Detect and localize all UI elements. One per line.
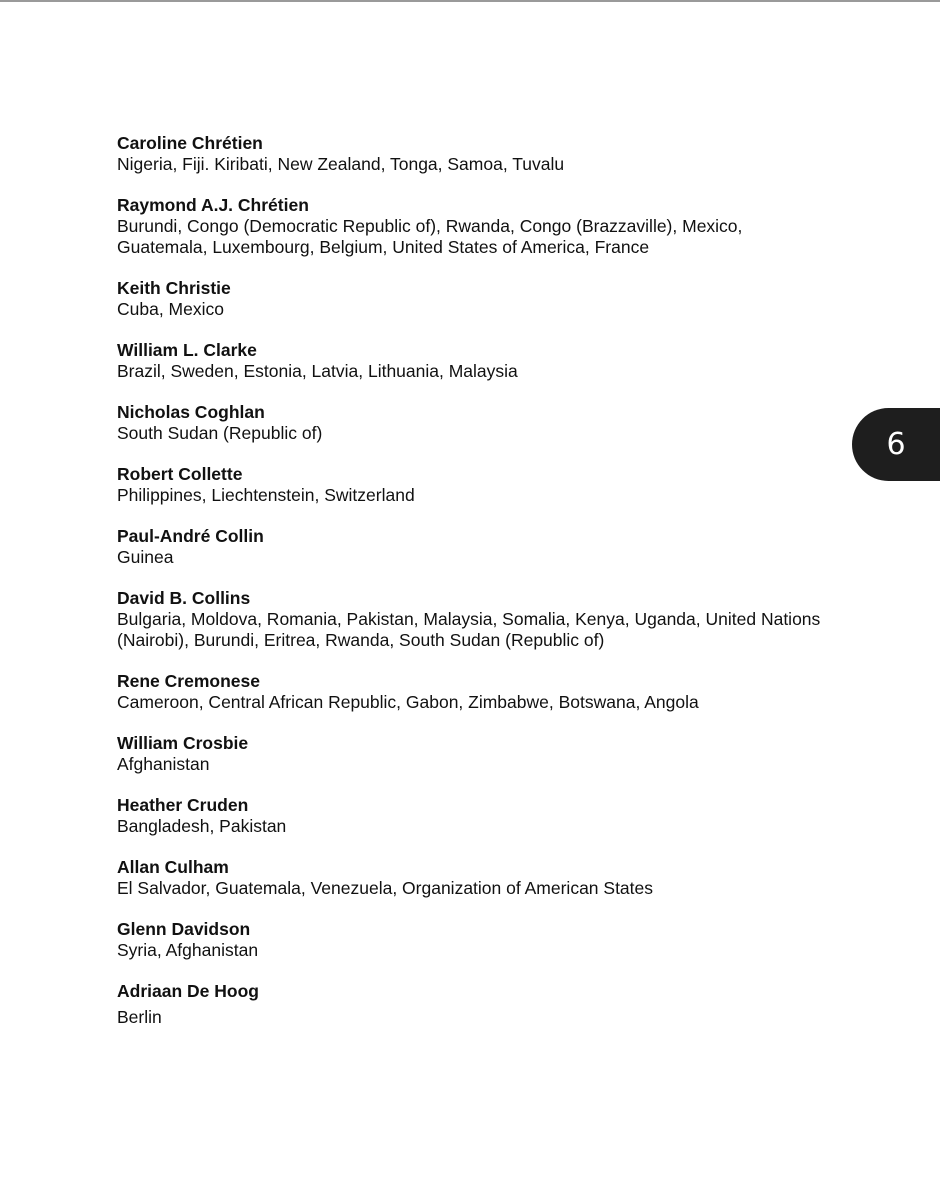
entry-name: Adriaan De Hoog [117,981,259,1001]
list-item [117,733,877,775]
entry-countries: Bulgaria, Moldova, Romania, Pakistan, Malaysia, Somalia, Kenya, Uganda, United Nations (Nairobi), Burundi, Eritrea, Rwanda, South Sudan (Republic of) [117,609,821,650]
entry-countries: Bangladesh, Pakistan [117,816,287,836]
entry-name: Robert Collette [117,464,243,484]
list-item [117,402,877,444]
entry-name: Raymond A.J. Chrétien [117,195,309,215]
entry-name: Allan Culham [117,857,229,877]
list-item [117,588,877,651]
entry-countries: Berlin [117,1007,162,1027]
entry-countries: South Sudan (Republic of) [117,423,323,443]
entry-countries: El Salvador, Guatemala, Venezuela, Organization of American States [117,878,654,898]
entry-countries: Cameroon, Central African Republic, Gabon, Zimbabwe, Botswana, Angola [117,692,699,712]
list-item [117,981,877,1028]
list-item [117,464,877,506]
entry-name: Rene Cremonese [117,671,260,691]
entry-countries: Nigeria, Fiji. Kiribati, New Zealand, Tonga, Samoa, Tuvalu [117,154,565,174]
list-item [117,857,877,899]
page-number-tab [852,408,940,481]
list-item [117,133,877,175]
entry-countries: Guinea [117,547,174,567]
top-border-line [0,0,940,2]
entry-name: Caroline Chrétien [117,133,263,153]
entry-name: Keith Christie [117,278,231,298]
list-item [117,671,877,713]
entry-name: Glenn Davidson [117,919,251,939]
entry-countries: Syria, Afghanistan [117,940,259,960]
list-item [117,919,877,961]
entry-countries: Brazil, Sweden, Estonia, Latvia, Lithuania, Malaysia [117,361,518,381]
entry-name: Nicholas Coghlan [117,402,265,422]
entry-countries: Afghanistan [117,754,210,774]
entry-countries: Cuba, Mexico [117,299,224,319]
list-item [117,795,877,837]
list-item [117,195,877,258]
list-item [117,278,877,320]
entry-name: Heather Cruden [117,795,249,815]
entry-countries: Burundi, Congo (Democratic Republic of), Rwanda, Congo (Brazzaville), Mexico, Guatemala, Luxembourg, Belgium, United States of America, France [117,216,743,257]
list-item [117,526,877,568]
entry-name: Paul-André Collin [117,526,264,546]
entry-countries: Philippines, Liechtenstein, Switzerland [117,485,415,505]
ambassador-list [117,133,877,1048]
list-item [117,340,877,382]
entry-name: William L. Clarke [117,340,257,360]
page-number: 6 [886,426,906,462]
entry-name: David B. Collins [117,588,251,608]
entry-name: William Crosbie [117,733,249,753]
